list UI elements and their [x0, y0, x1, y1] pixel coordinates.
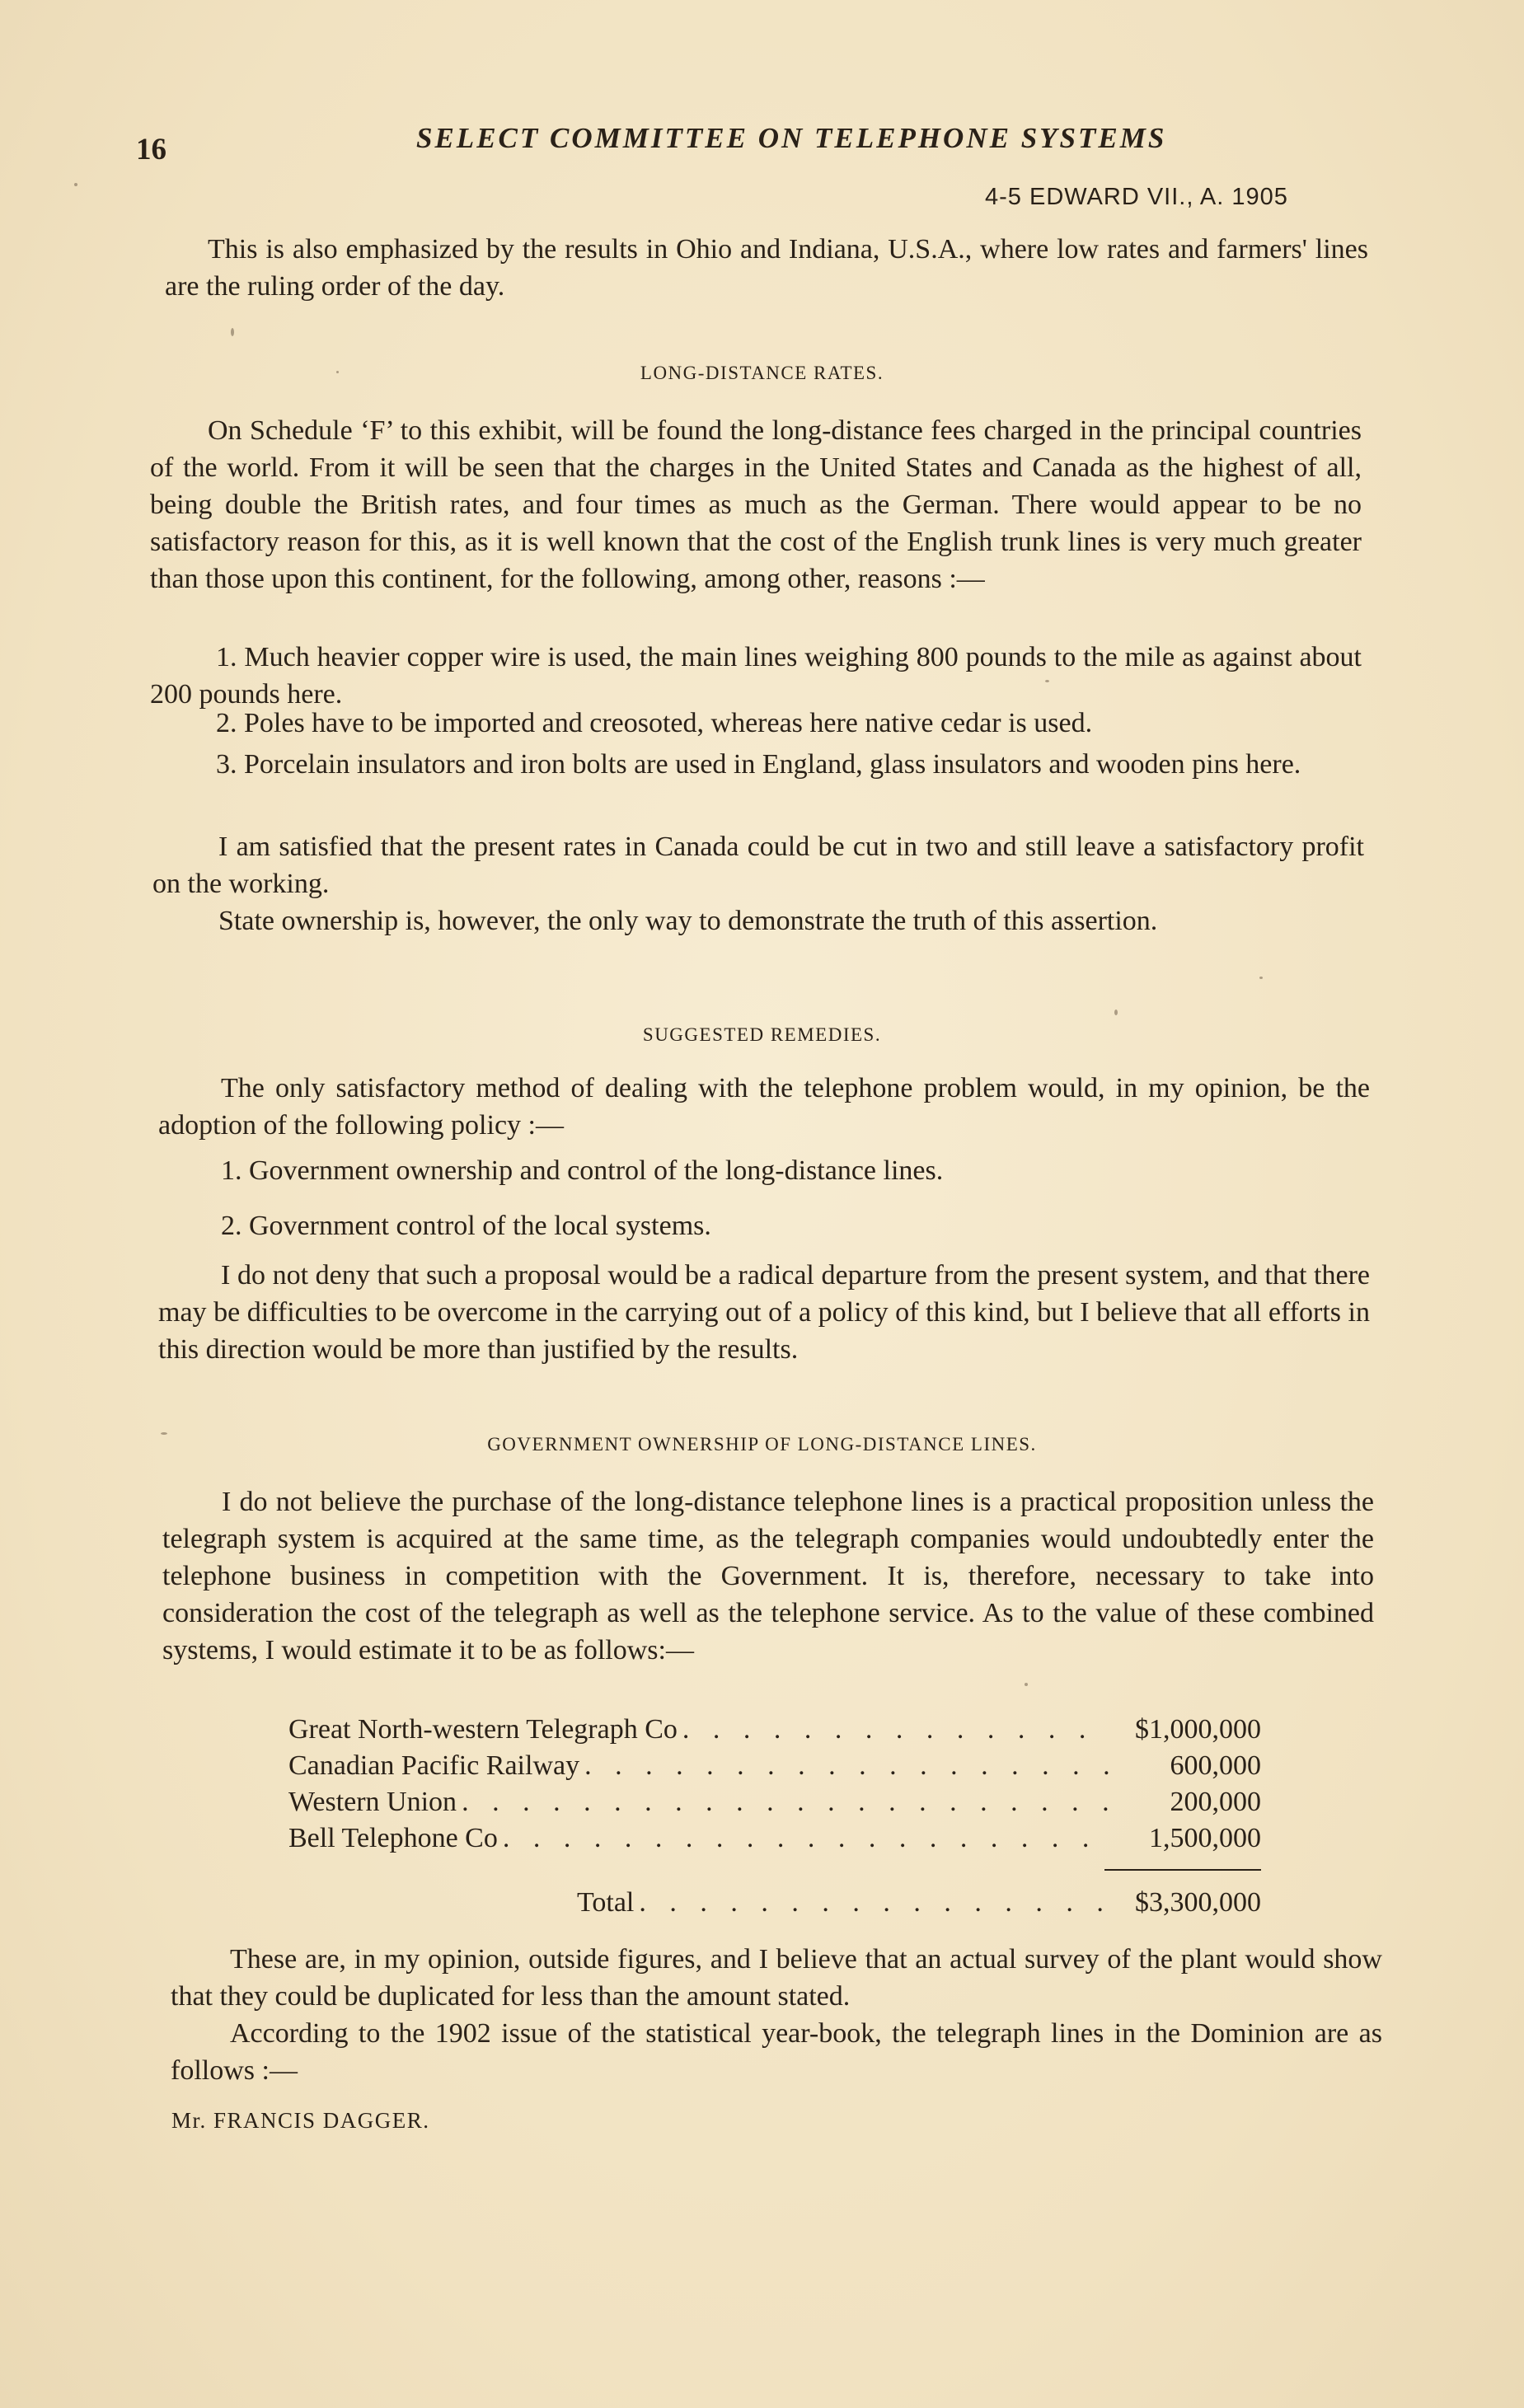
session-reference: 4-5 EDWARD VII., A. 1905 [985, 184, 1288, 210]
running-title: SELECT COMMITTEE ON TELEPHONE SYSTEMS [416, 122, 1167, 154]
estimate-amount: 1,500,000 [1149, 1823, 1261, 1853]
total-row [577, 1887, 1261, 1918]
intro-paragraph: This is also emphasized by the results in Ohio and Indiana, U.S.A., where low rates and farmers' lines are the ruling order of the day. [165, 234, 1368, 302]
long-distance-heading: LONG-DISTANCE RATES. [640, 363, 884, 383]
dot-leader [584, 1750, 1111, 1782]
remedies-heading: SUGGESTED REMEDIES. [642, 1024, 882, 1045]
long-distance-paragraph: On Schedule ‘F’ to this exhibit, will be found the long-distance fees charged in the principal countries of the world. From it will be seen that the charges in the United States and Canada as the highest of all, being double the British rates, and four times as much as the German. There would appear to be no satisfactory reason for this, as it is well known that the cost of the English trunk lines is very much greater than those upon this continent, for the following, among other, reasons :— [150, 415, 1362, 594]
dot-leader [462, 1787, 1111, 1818]
estimate-amount: $1,000,000 [1135, 1714, 1261, 1745]
estimate-name: Great North-western Telegraph Co [288, 1714, 678, 1745]
yearbook-paragraph: According to the 1902 issue of the statistical year-book, the telegraph lines in the Dominion are as follows :— [171, 2018, 1382, 2086]
paper-speck [1045, 680, 1049, 682]
estimate-amount: 200,000 [1170, 1787, 1261, 1817]
remedy-item: 2. Government control of the local systems. [221, 1211, 711, 1241]
estimate-table [288, 1714, 1261, 1859]
estimate-row [288, 1823, 1261, 1859]
dot-leader [639, 1887, 1111, 1918]
total-label: Total [577, 1887, 635, 1918]
reason-item: 2. Poles have to be imported and creosoted, whereas here native cedar is used. [216, 708, 1093, 738]
estimate-name: Bell Telephone Co [288, 1823, 498, 1853]
remedy-item: 1. Government ownership and control of the long-distance lines. [221, 1155, 944, 1186]
paper-speck [74, 183, 77, 186]
state-ownership-paragraph: State ownership is, however, the only way to demonstrate the truth of this assertion. [218, 906, 1158, 936]
dot-leader [682, 1714, 1111, 1745]
estimate-name: Western Union [288, 1787, 457, 1817]
page-number: 16 [136, 133, 166, 166]
total-amount: $3,300,000 [1135, 1887, 1261, 1918]
paper-speck [1114, 1010, 1118, 1015]
remedies-intro: The only satisfactory method of dealing with the telephone problem would, in my opinion, be the adoption of the following policy :— [158, 1073, 1370, 1141]
estimate-name: Canadian Pacific Railway [288, 1750, 580, 1781]
dot-leader [503, 1823, 1111, 1854]
estimate-row [288, 1787, 1261, 1823]
reason-item: 1. Much heavier copper wire is used, the main lines weighing 800 pounds to the mile as against about 200 pounds here. [150, 642, 1362, 710]
estimate-amount: 600,000 [1170, 1750, 1261, 1781]
paper-speck [231, 328, 234, 336]
witness-signature: Mr. FRANCIS DAGGER. [171, 2108, 430, 2133]
reason-item: 3. Porcelain insulators and iron bolts are used in England, glass insulators and wooden pins here. [216, 749, 1301, 780]
paper-speck [1259, 977, 1263, 979]
estimate-row [288, 1750, 1261, 1787]
total-rule [1104, 1869, 1261, 1871]
government-heading: GOVERNMENT OWNERSHIP OF LONG-DISTANCE LINES. [487, 1434, 1037, 1455]
outside-figures-paragraph: These are, in my opinion, outside figures, and I believe that an actual survey of the plant would show that they could be duplicated for less than the amount stated. [171, 1944, 1382, 2012]
remedies-conclusion: I do not deny that such a proposal would be a radical departure from the present system, and that there may be difficulties to be overcome in the carrying out of a policy of this kind, but I believe that all efforts in this direction would be more than justified by the results. [158, 1260, 1370, 1365]
paper-speck [336, 371, 339, 373]
estimate-row [288, 1714, 1261, 1750]
satisfied-paragraph: I am satisfied that the present rates in Canada could be cut in two and still leave a satisfactory profit on the working. [152, 832, 1364, 899]
government-paragraph: I do not believe the purchase of the long-distance telephone lines is a practical proposition unless the telegraph system is acquired at the same time, as the telegraph companies would undoubtedly enter the telephone business in competition with the Government. It is, therefore, necessary to take into consideration the cost of the telegraph as well as the telephone service. As to the value of these combined systems, I would estimate it to be as follows:— [162, 1487, 1374, 1665]
paper-speck [1025, 1683, 1028, 1686]
paper-speck [161, 1432, 167, 1435]
